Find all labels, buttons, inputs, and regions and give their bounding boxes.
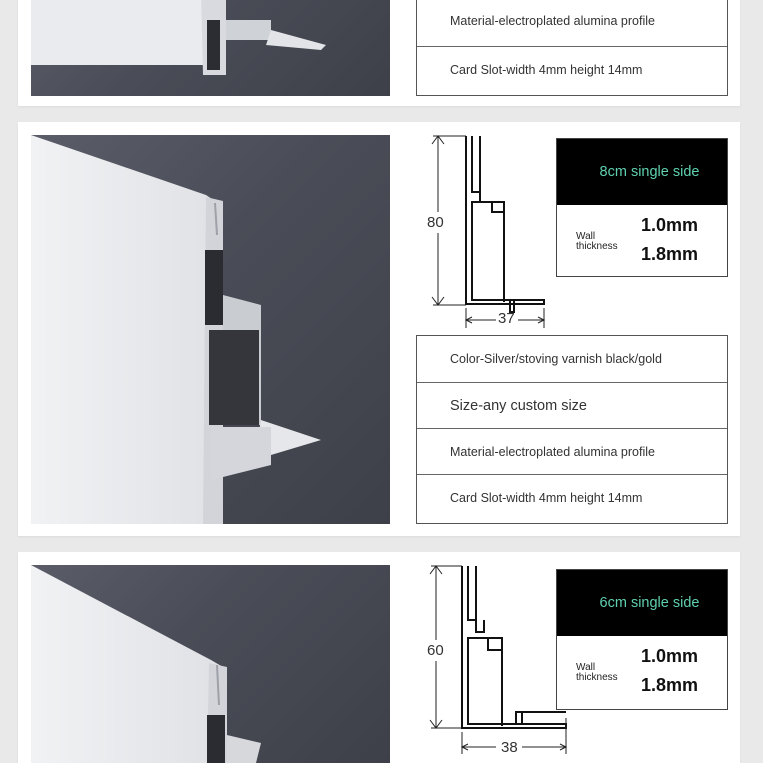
- thickness-values: [557, 636, 727, 708]
- wall-thickness-box: [556, 138, 728, 277]
- profile-illustration-2: [31, 135, 390, 524]
- dimension-width-label: 37: [498, 310, 515, 327]
- wall-thickness-label: Wall thickness: [576, 231, 618, 252]
- profile-photo-3: [31, 565, 390, 763]
- spec-row: Card Slot-width 4mm height 14mm: [417, 474, 727, 520]
- dimension-height-label: 60: [427, 642, 444, 659]
- thickness-value: 1.8mm: [641, 675, 699, 695]
- thickness-values: [557, 205, 727, 277]
- spec-row: Size-any custom size: [417, 382, 727, 428]
- product-card-3: [18, 552, 740, 763]
- spec-row: Material-electroplated alumina profile: [417, 428, 727, 474]
- thickness-value: 1.8mm: [641, 244, 699, 264]
- spec-table-1: [416, 0, 728, 96]
- product-card-2: [18, 122, 740, 536]
- wall-thickness-box: [556, 569, 728, 710]
- spec-row: Material-electroplated alumina profile: [450, 14, 655, 28]
- dimension-height-label: 80: [427, 214, 444, 231]
- spec-row: Card Slot-width 4mm height 14mm: [417, 46, 727, 95]
- profile-illustration-1: [31, 0, 390, 96]
- thickness-value: 1.0mm: [641, 646, 699, 666]
- dimension-width-label: 38: [501, 739, 518, 756]
- wall-thickness-label: Wall thickness: [576, 662, 618, 683]
- thickness-value: 1.0mm: [641, 215, 699, 235]
- profile-photo-1: [31, 0, 390, 96]
- spec-table-2: [416, 335, 728, 524]
- product-card-1: [18, 0, 740, 106]
- variant-header: 8cm single side: [557, 139, 727, 205]
- spec-row: Color-Silver/stoving varnish black/gold: [450, 352, 662, 366]
- profile-photo-2: [31, 135, 390, 524]
- variant-header: 6cm single side: [557, 570, 727, 636]
- profile-illustration-3: [31, 565, 390, 763]
